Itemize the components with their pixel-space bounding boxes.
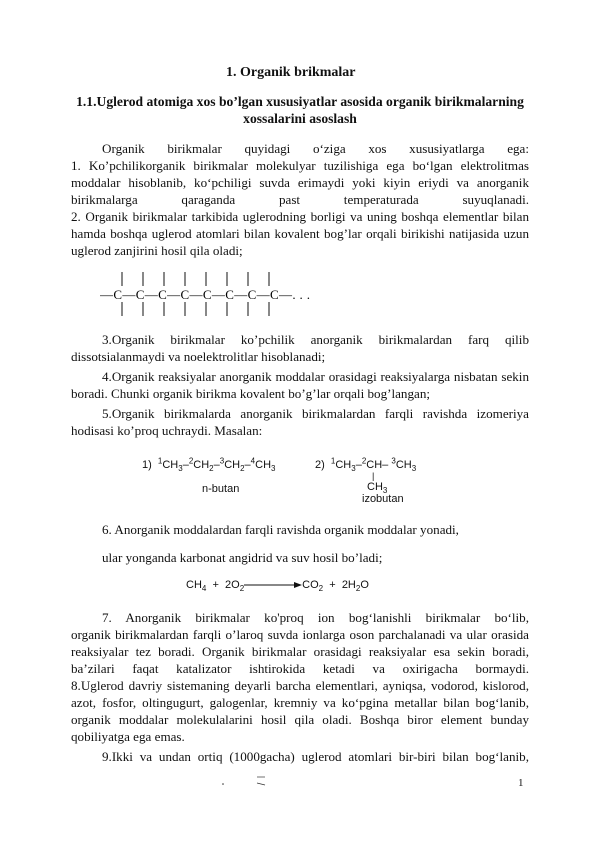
item-6-line-1: 6. Anorganik moddalardan farqli ravishda organik moddalar yonadi, [102,522,459,537]
item-2-line-2: hamda boshqa uglerod atomlari bilan kovalent bog’lar orqali birikishi natijasida uzun [71,226,529,241]
item-3-line-1: 3.Organik birikmalar ko’pchilik anorganik birikmalardan farq qilib [102,332,529,347]
combustion-equation: $CH_4 + 2O_2$ $CO_2 + 2H_2O$ [186,579,369,594]
item-4-line-2: boradi. Chunki organik birikma kovalent bo’g’lar orqali bog’langan; [71,386,431,401]
footer-artifact-mark [215,770,285,792]
page-title: 1. Organik brikmalar [226,65,356,80]
item-7-line-3: reaksiyalar tez boradi. Organik birikmalar orasidagi reaksiyalar esa sekin boradi, [71,644,529,659]
item-2-line-1: 2. Organik birikmalar tarkibida uglerodning borligi va uning boshqa elementlar bilan [71,209,529,224]
item-5-line-2: hodisasi ko’proq uchraydi. Masalan: [71,423,263,438]
isomer-izobutan-formula: 2) $^1CH_3-^2CH-$ $^3CH_3$ [315,456,417,474]
carbon-chain-text: —C—C—C—C—C—C—C—C—. . . [100,287,310,302]
item-8-line-2: azot, fosfor, oltingugurt, galogenlar, kremniy va ko‘pgina metallar bilan bog‘lanib, [71,695,529,710]
carbon-chain-diagram [100,272,330,322]
item-1-line-3: birikmalarga qaraganda past temperaturada suyuqlanadi. [71,192,529,207]
item-6-line-2: ular yonganda karbonat angidrid va suv hosil bo’ladi; [102,550,383,565]
item-7-line-2: organik birikmalardan farqli o’laroq suvda ionlarga oson parchalanadi va ular orasida [71,627,529,642]
item-8-line-4: qobiliyatga ega emas. [71,729,185,744]
isomer-n-butan-label: n-butan [202,483,240,495]
isomer-izobutan-label: izobutan [362,493,404,505]
item-8-line-3: organik moddalar molekulalarini hosil qila oladi. Boshqa biror element bunday [71,712,529,727]
item-4-line-1: 4.Organik reaksiyalar anorganik moddalar orasidagi reaksiyalarga nisbatan sekin [102,369,529,384]
isomer-n-butan-formula: 1) $^1CH_3-^2CH_2-^3CH_2-^4CH_3$ [142,456,276,474]
page-number: 1 [518,777,524,789]
item-3-line-2: dissotsialanmaydi va noelektrolitlar hisoblanadi; [71,349,326,364]
item-9-line-1: 9.Ikki va undan ortiq (1000gacha) uglerod atomlari bir-biri bilan bog‘lanib, [102,749,529,764]
paragraph-intro: Organik birikmalar quyidagi o‘ziga xos xususiyatlarga ega: [102,141,529,156]
izobutan-branch-group: $CH_3$ [367,481,388,496]
item-2-line-3: uglerod zanjirini hosil qila oladi; [71,243,243,258]
item-1-line-2: moddalar hisoblanib, ko‘pchiligi suvda erimaydi yoki kiyin eriydi va anorganik [71,175,529,190]
reaction-arrow [244,581,302,589]
subtitle-line-1: 1.1.Uglerod atomiga xos bo’lgan xususiyatlar asosida organik birikmalarning [76,94,524,109]
izobutan-branch-bond: | [372,471,375,481]
item-8-line-1: 8.Uglerod davriy sistemaning deyarli barcha elementlari, ayniqsa, vodorod, kislorod, [71,678,529,693]
item-7-line-1: 7. Anorganik birikmalar ko'proq ion bog‘lanishli birikmalar bo‘lib, [102,610,529,625]
item-5-line-1: 5.Organik birikmalarda anorganik birikmalardan farqli ravishda izomeriya [102,406,529,421]
item-1-line-1: 1. Ko’pchilikorganik birikmalar molekulyar tuzilishiga ega bo‘lgan elektrolitmas [71,158,529,173]
subtitle-line-2: xossalarini asoslash [243,111,357,126]
item-7-line-4: ba’zilari faqat katalizator ishtirokida ketadi va oxirigacha bormaydi. [71,661,529,676]
